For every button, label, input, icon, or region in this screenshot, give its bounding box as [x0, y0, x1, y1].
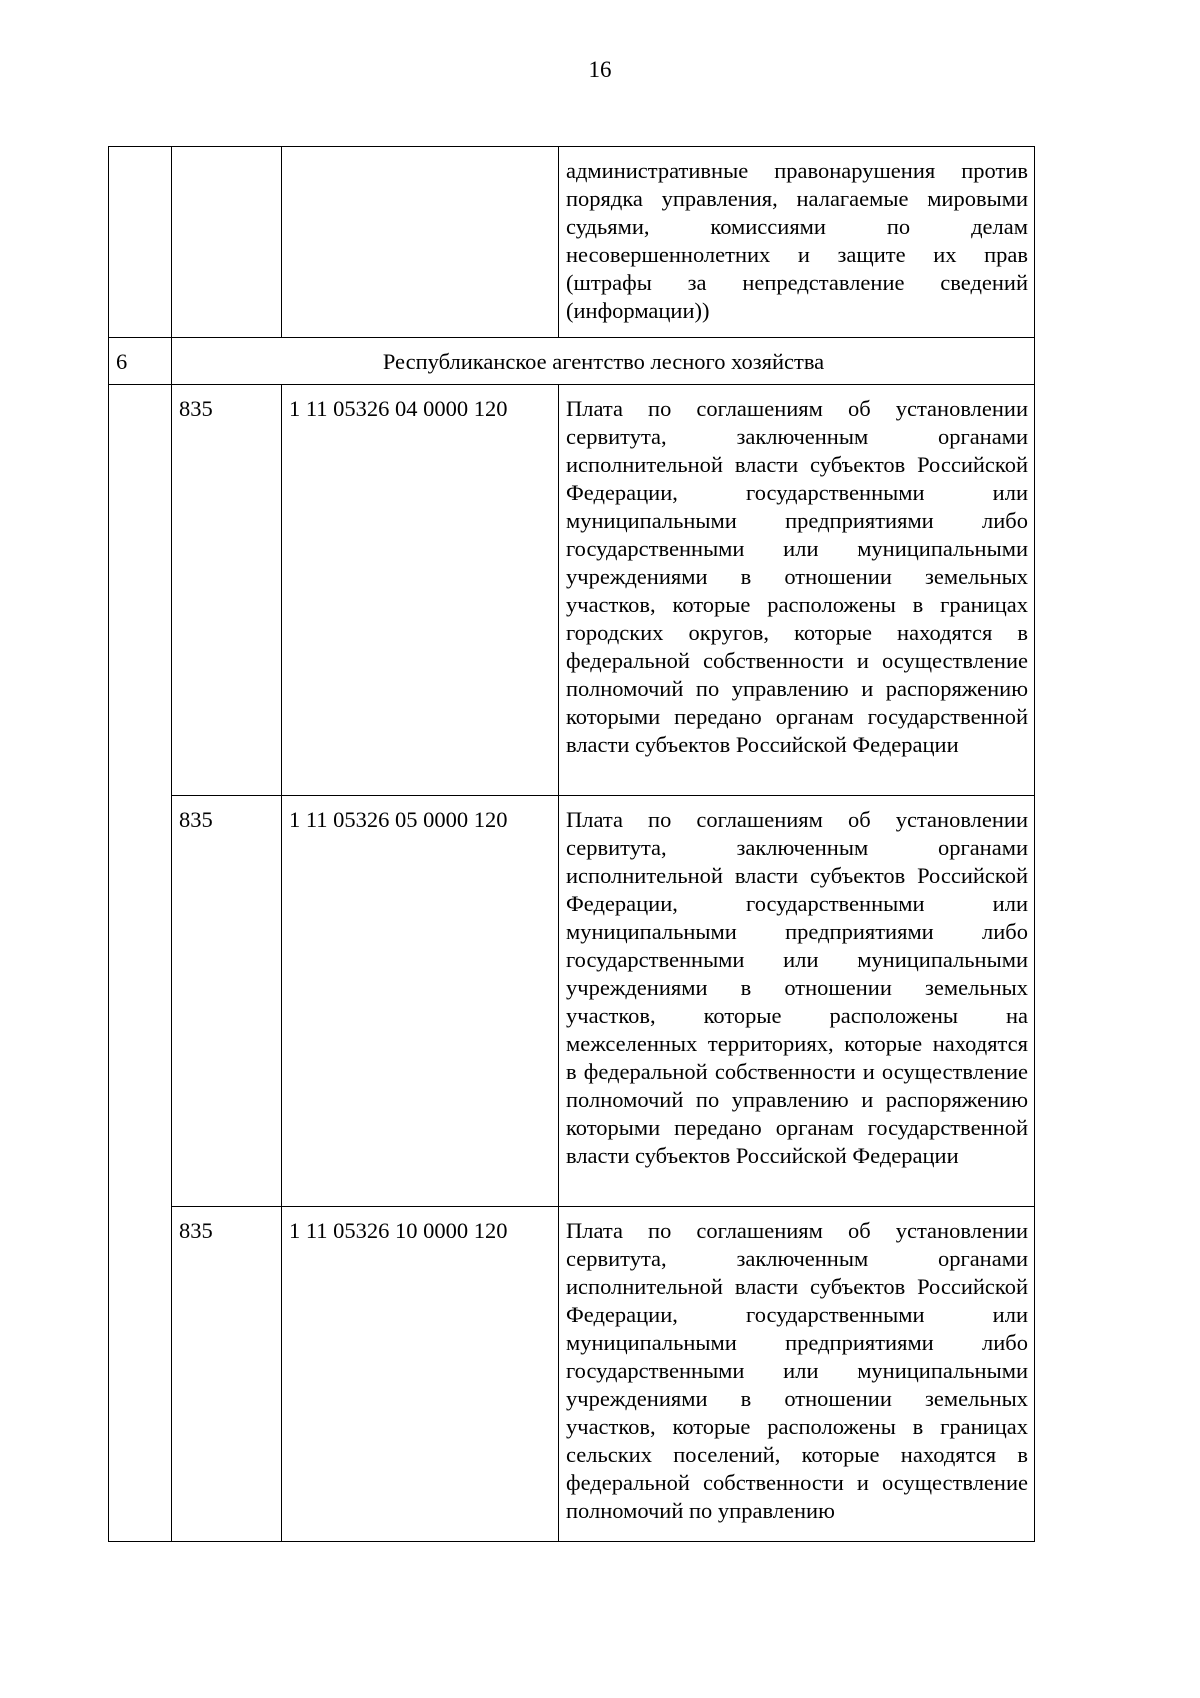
table-row: [109, 796, 1035, 1207]
section-header-row: [109, 338, 1035, 385]
row-number-cell: [109, 147, 172, 338]
page-number: 16: [588, 57, 612, 82]
income-codes-table: [108, 146, 1035, 1542]
income-code-cell: 1 11 05326 05 0000 120: [282, 796, 559, 1207]
table-row: [109, 385, 1035, 796]
admin-code-cell: [172, 147, 282, 338]
description-cell: Плата по соглашениям об установлении сервитута, заключенным органами исполнительной власти субъектов Российской Федерации, государственными или муниципальными предприятиями либо государственными или муниципальными учреждениями в отношении земельных участков, которые расположены в границах городских округов, которые находятся в федеральной собственности и осуществление полномочий по управлению и распоряжению которыми передано органам государственной власти субъектов Российской Федерации: [559, 385, 1035, 796]
row-number-cell: [109, 385, 172, 1542]
description-cell: Плата по соглашениям об установлении сервитута, заключенным органами исполнительной власти субъектов Российской Федерации, государственными или муниципальными предприятиями либо государственными или муниципальными учреждениями в отношении земельных участков, которые расположены в границах сельских поселений, которые находятся в федеральной собственности и осуществление полномочий по управлению: [559, 1207, 1035, 1542]
admin-code-cell: 835: [172, 1207, 282, 1542]
income-code-cell: [282, 147, 559, 338]
section-title: Республиканское агентство лесного хозяйства: [172, 338, 1035, 385]
description-cell: административные правонарушения против порядка управления, налагаемые мировыми судьями, комиссиями по делам несовершеннолетних и защите их прав (штрафы за непредставление сведений (информации)): [559, 147, 1035, 338]
table-row: [109, 1207, 1035, 1542]
admin-code-cell: 835: [172, 796, 282, 1207]
admin-code-cell: 835: [172, 385, 282, 796]
description-cell: Плата по соглашениям об установлении сервитута, заключенным органами исполнительной власти субъектов Российской Федерации, государственными или муниципальными предприятиями либо государственными или муниципальными учреждениями в отношении земельных участков, которые расположены на межселенных территориях, которые находятся в федеральной собственности и осуществление полномочий по управлению и распоряжению которыми передано органам государственной власти субъектов Российской Федерации: [559, 796, 1035, 1207]
income-code-cell: 1 11 05326 04 0000 120: [282, 385, 559, 796]
table-row-continuation: [109, 147, 1035, 338]
income-code-cell: 1 11 05326 10 0000 120: [282, 1207, 559, 1542]
section-number: 6: [109, 338, 172, 385]
